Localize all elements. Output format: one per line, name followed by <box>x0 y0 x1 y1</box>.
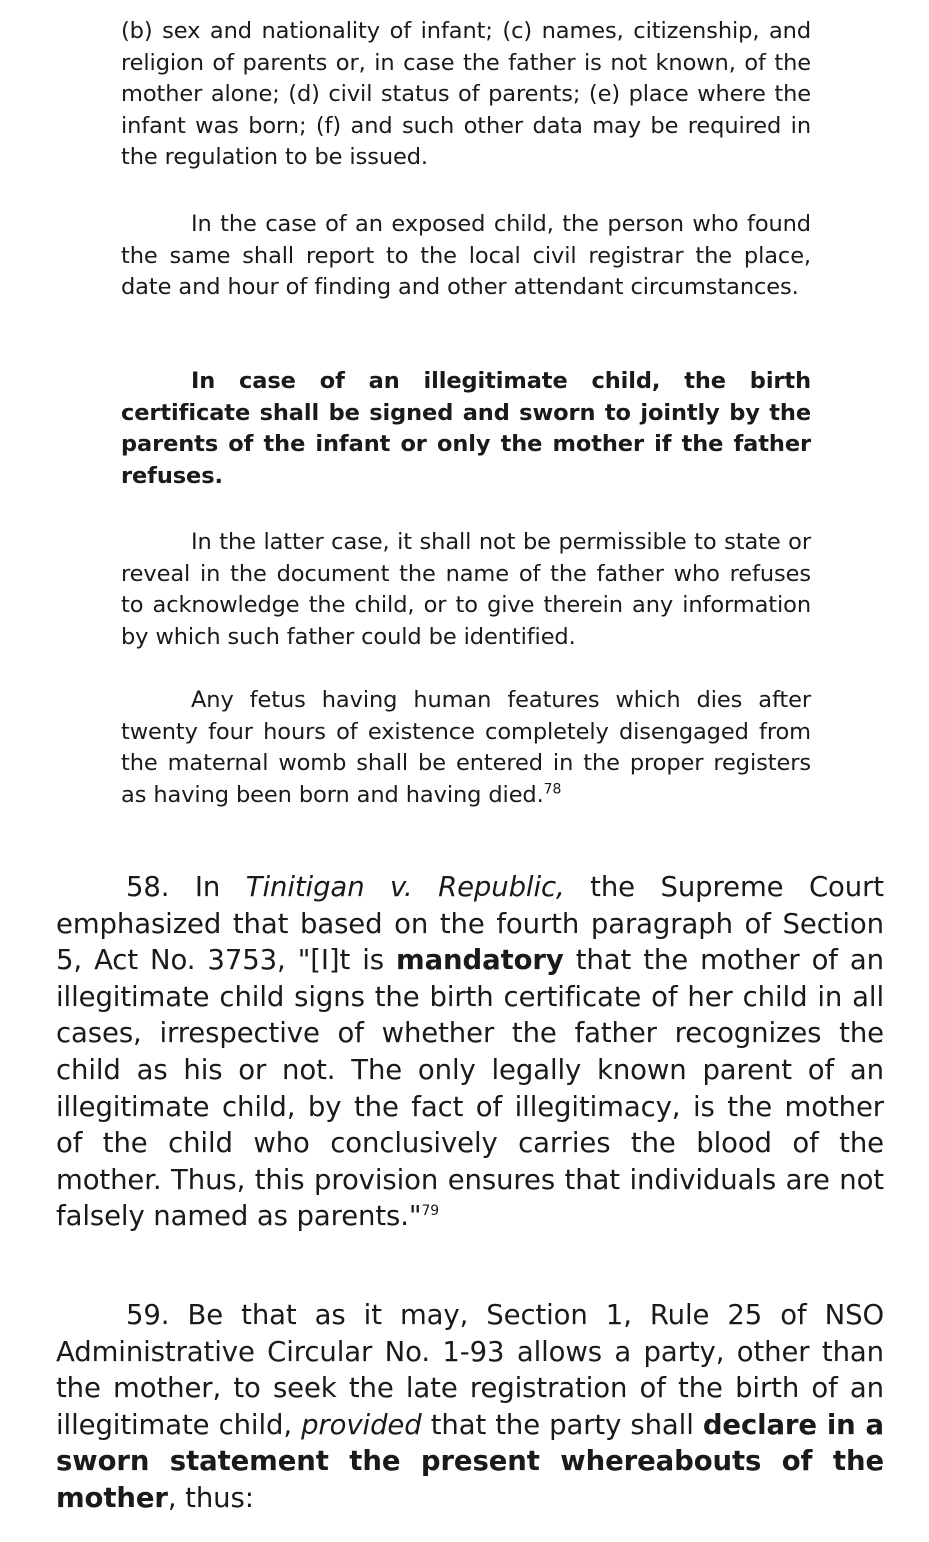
quote-text: In the case of an exposed child, the person who found the same shall report to the local civil registrar the place, date and hour of finding and other attendant circumstances. <box>121 211 811 300</box>
paragraph-text: the Supreme Court emphasized that based on the fourth paragraph of Section 5, Act No. 3753, "[I]t is <box>56 871 884 977</box>
quote-text: Any fetus having human features which dies after twenty four hours of existence completely disengaged from the maternal womb shall be entered in the proper registers as having been born and having died. <box>121 687 811 808</box>
paragraph-text: , thus: <box>167 1481 254 1514</box>
paragraph-text: that the party shall <box>421 1408 703 1441</box>
quote-text: In the latter case, it shall not be permissible to state or reveal in the document the name of the father who refuses to acknowledge the child, or to give therein any information by which such father could be identified. <box>121 529 811 650</box>
emphasis-text: declare in a sworn statement the present whereabouts of the mother <box>56 1408 885 1514</box>
paragraph-58 <box>56 869 884 1235</box>
quoted-provision-paragraph-2 <box>121 209 811 304</box>
emphasis-text: mandatory <box>396 944 564 977</box>
quote-text-bold: In case of an illegitimate child, the birth certificate shall be signed and sworn to jointly by the parents of the infant or only the mother if the father refuses. <box>121 368 811 489</box>
footnote-marker[interactable]: 78 <box>543 781 562 797</box>
quote-text: (b) sex and nationality of infant; (c) names, citizenship, and religion of parents or, in case the father is not known, of the mother alone; (d) civil status of parents; (e) place where the infant was born; (f) and such other data may be required in the regulation to be issued. <box>121 18 811 170</box>
case-name: Tinitigan v. Republic, <box>245 871 565 903</box>
quoted-provision-paragraph-1 <box>121 16 811 174</box>
paragraph-59 <box>56 1297 884 1517</box>
footnote-marker[interactable]: 79 <box>421 1203 440 1220</box>
proviso-text: provided <box>301 1408 422 1441</box>
paragraph-text: that the mother of an illegitimate child signs the birth certificate of her child in all cases, irrespective of whether the father recognizes the child as his or not. The only legally known parent of an illegitimate child, by the fact of illegitimacy, is the mother of the child who conclusively carries the blood of the mother. Thus, this provision ensures that individuals are not falsely named as parents." <box>56 944 884 1233</box>
quoted-provision-paragraph-3 <box>121 366 811 492</box>
paragraph-text: 58. In <box>126 871 246 903</box>
quoted-provision-paragraph-4 <box>121 527 811 653</box>
paragraph-text: 59. Be that as it may, Section 1, Rule 25 of NSO Administrative Circular No. 1-93 allows a party, other than the mother, to seek the late registration of the birth of an illegitimate child, <box>56 1299 884 1441</box>
quoted-provision-paragraph-5 <box>121 685 811 811</box>
